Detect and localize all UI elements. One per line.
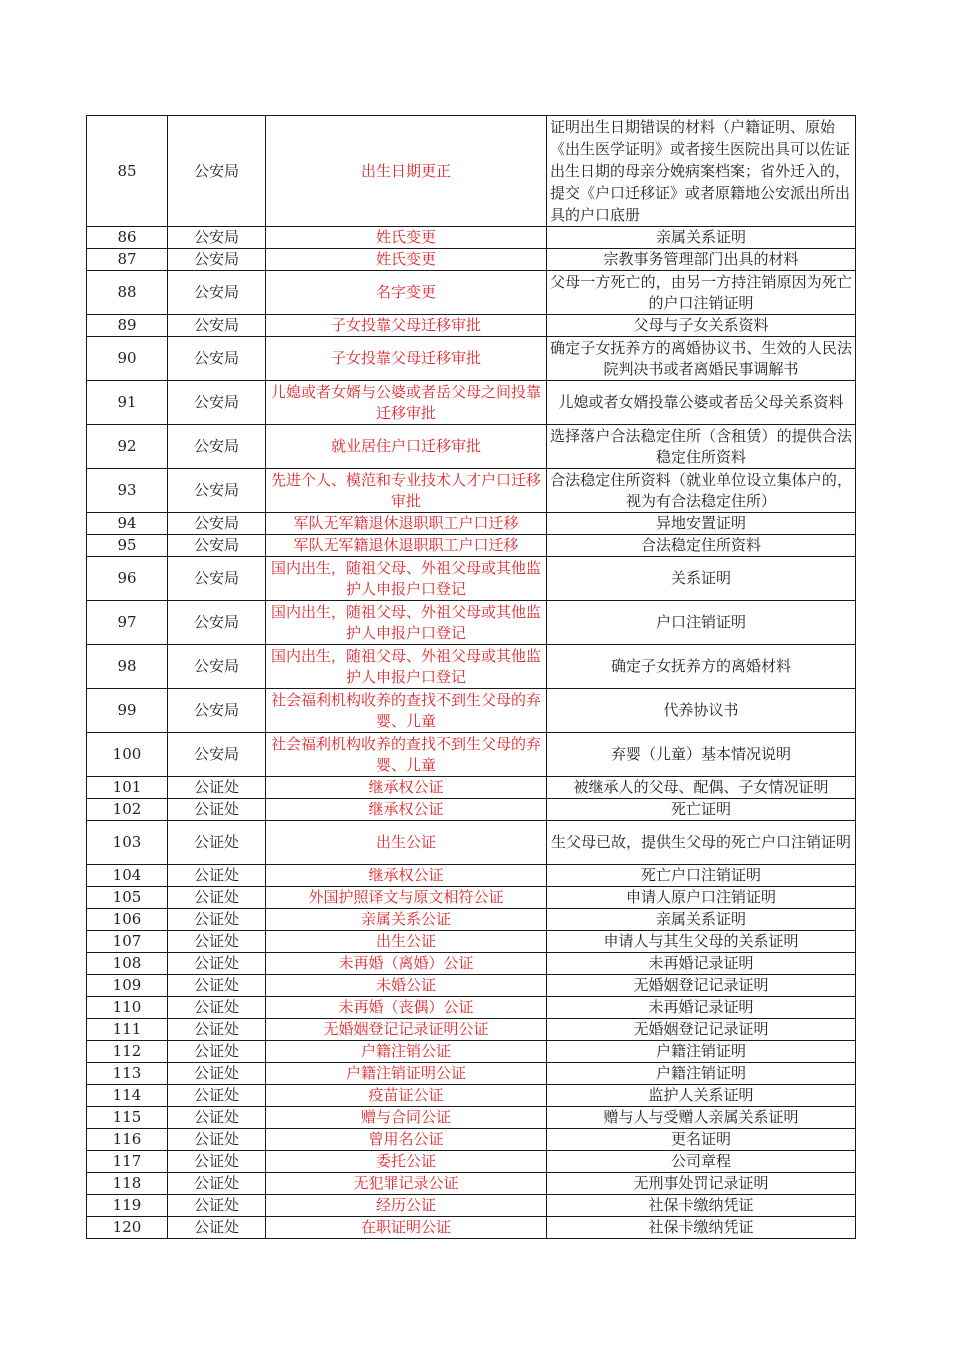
required-material: 户籍注销证明 [547,1041,856,1063]
required-material: 监护人关系证明 [547,1085,856,1107]
row-number: 102 [87,799,168,821]
service-item: 出生公证 [266,821,547,865]
table-row [87,315,856,337]
materials-table [86,115,856,1239]
table-row [87,1217,856,1239]
table-row [87,799,856,821]
table-row [87,689,856,733]
row-number: 89 [87,315,168,337]
service-item: 就业居住户口迁移审批 [266,425,547,469]
service-item: 疫苗证公证 [266,1085,547,1107]
department: 公安局 [168,733,266,777]
table-row [87,931,856,953]
department: 公证处 [168,909,266,931]
row-number: 115 [87,1107,168,1129]
table-row [87,1195,856,1217]
service-item: 出生公证 [266,931,547,953]
service-item: 赠与合同公证 [266,1107,547,1129]
department: 公证处 [168,1019,266,1041]
required-material: 无婚姻登记记录证明 [547,1019,856,1041]
row-number: 111 [87,1019,168,1041]
service-item: 社会福利机构收养的查找不到生父母的弃婴、儿童 [266,689,547,733]
row-number: 97 [87,601,168,645]
service-item: 出生日期更正 [266,116,547,227]
table-row [87,909,856,931]
department: 公安局 [168,315,266,337]
department: 公证处 [168,1217,266,1239]
table-row [87,1151,856,1173]
required-material: 亲属关系证明 [547,909,856,931]
table-row [87,337,856,381]
table-row [87,821,856,865]
service-item: 军队无军籍退休退职职工户口迁移 [266,535,547,557]
department: 公证处 [168,1041,266,1063]
required-material: 公司章程 [547,1151,856,1173]
department: 公安局 [168,249,266,271]
department: 公安局 [168,601,266,645]
row-number: 114 [87,1085,168,1107]
row-number: 98 [87,645,168,689]
required-material: 赠与人与受赠人亲属关系证明 [547,1107,856,1129]
service-item: 无婚姻登记记录证明公证 [266,1019,547,1041]
row-number: 94 [87,513,168,535]
service-item: 亲属关系公证 [266,909,547,931]
department: 公证处 [168,865,266,887]
service-item: 子女投靠父母迁移审批 [266,337,547,381]
service-item: 先进个人、模范和专业技术人才户口迁移审批 [266,469,547,513]
service-item: 名字变更 [266,271,547,315]
required-material: 无刑事处罚记录证明 [547,1173,856,1195]
table-row [87,733,856,777]
table-row [87,865,856,887]
department: 公证处 [168,1107,266,1129]
table-row [87,271,856,315]
materials-table-body [87,116,856,1239]
department: 公安局 [168,116,266,227]
service-item: 委托公证 [266,1151,547,1173]
required-material: 死亡证明 [547,799,856,821]
department: 公安局 [168,425,266,469]
department: 公证处 [168,799,266,821]
department: 公证处 [168,975,266,997]
table-row [87,1107,856,1129]
service-item: 国内出生，随祖父母、外祖父母或其他监护人申报户口登记 [266,557,547,601]
required-material: 无婚姻登记记录证明 [547,975,856,997]
department: 公证处 [168,777,266,799]
required-material: 父母与子女关系资料 [547,315,856,337]
service-item: 继承权公证 [266,777,547,799]
required-material: 亲属关系证明 [547,227,856,249]
row-number: 87 [87,249,168,271]
required-material: 合法稳定住所资料 [547,535,856,557]
row-number: 108 [87,953,168,975]
department: 公证处 [168,953,266,975]
department: 公安局 [168,689,266,733]
row-number: 103 [87,821,168,865]
department: 公安局 [168,469,266,513]
department: 公证处 [168,887,266,909]
required-material: 宗教事务管理部门出具的材料 [547,249,856,271]
table-row [87,557,856,601]
department: 公安局 [168,381,266,425]
table-row [87,645,856,689]
service-item: 户籍注销证明公证 [266,1063,547,1085]
row-number: 96 [87,557,168,601]
required-material: 未再婚记录证明 [547,997,856,1019]
required-material: 社保卡缴纳凭证 [547,1217,856,1239]
row-number: 119 [87,1195,168,1217]
service-item: 继承权公证 [266,799,547,821]
table-row [87,425,856,469]
required-material: 申请人原户口注销证明 [547,887,856,909]
required-material: 确定子女抚养方的离婚材料 [547,645,856,689]
department: 公安局 [168,227,266,249]
service-item: 外国护照译文与原文相符公证 [266,887,547,909]
service-item: 国内出生，随祖父母、外祖父母或其他监护人申报户口登记 [266,645,547,689]
required-material: 合法稳定住所资料（就业单位设立集体户的，视为有合法稳定住所） [547,469,856,513]
department: 公证处 [168,1195,266,1217]
required-material: 死亡户口注销证明 [547,865,856,887]
required-material: 户口注销证明 [547,601,856,645]
required-material: 被继承人的父母、配偶、子女情况证明 [547,777,856,799]
row-number: 101 [87,777,168,799]
row-number: 116 [87,1129,168,1151]
table-row [87,953,856,975]
table-row [87,975,856,997]
table-row [87,1085,856,1107]
required-material: 未再婚记录证明 [547,953,856,975]
row-number: 100 [87,733,168,777]
required-material: 申请人与其生父母的关系证明 [547,931,856,953]
department: 公证处 [168,997,266,1019]
department: 公证处 [168,1063,266,1085]
service-item: 未再婚（丧偶）公证 [266,997,547,1019]
table-row [87,381,856,425]
required-material: 生父母已故，提供生父母的死亡户口注销证明 [547,821,856,865]
department: 公安局 [168,271,266,315]
row-number: 95 [87,535,168,557]
row-number: 92 [87,425,168,469]
row-number: 85 [87,116,168,227]
service-item: 儿媳或者女婿与公婆或者岳父母之间投靠迁移审批 [266,381,547,425]
table-row [87,1041,856,1063]
row-number: 86 [87,227,168,249]
table-row [87,513,856,535]
required-material: 弃婴（儿童）基本情况说明 [547,733,856,777]
service-item: 曾用名公证 [266,1129,547,1151]
required-material: 社保卡缴纳凭证 [547,1195,856,1217]
department: 公安局 [168,557,266,601]
required-material: 确定子女抚养方的离婚协议书、生效的人民法院判决书或者离婚民事调解书 [547,337,856,381]
row-number: 105 [87,887,168,909]
table-row [87,469,856,513]
required-material: 异地安置证明 [547,513,856,535]
department: 公证处 [168,1151,266,1173]
table-row [87,227,856,249]
row-number: 110 [87,997,168,1019]
required-material: 代养协议书 [547,689,856,733]
row-number: 106 [87,909,168,931]
department: 公安局 [168,513,266,535]
department: 公安局 [168,337,266,381]
row-number: 118 [87,1173,168,1195]
row-number: 90 [87,337,168,381]
row-number: 112 [87,1041,168,1063]
service-item: 姓氏变更 [266,227,547,249]
table-row [87,1019,856,1041]
required-material: 儿媳或者女婿投靠公婆或者岳父母关系资料 [547,381,856,425]
department: 公证处 [168,821,266,865]
row-number: 117 [87,1151,168,1173]
row-number: 120 [87,1217,168,1239]
service-item: 军队无军籍退休退职职工户口迁移 [266,513,547,535]
service-item: 国内出生，随祖父母、外祖父母或其他监护人申报户口登记 [266,601,547,645]
service-item: 未婚公证 [266,975,547,997]
department: 公证处 [168,1085,266,1107]
row-number: 88 [87,271,168,315]
table-row [87,249,856,271]
row-number: 113 [87,1063,168,1085]
department: 公证处 [168,1173,266,1195]
table-row [87,535,856,557]
service-item: 继承权公证 [266,865,547,887]
required-material: 更名证明 [547,1129,856,1151]
row-number: 99 [87,689,168,733]
required-material: 关系证明 [547,557,856,601]
service-item: 经历公证 [266,1195,547,1217]
service-item: 户籍注销公证 [266,1041,547,1063]
required-material: 户籍注销证明 [547,1063,856,1085]
department: 公安局 [168,535,266,557]
service-item: 姓氏变更 [266,249,547,271]
required-material: 父母一方死亡的，由另一方持注销原因为死亡的户口注销证明 [547,271,856,315]
row-number: 107 [87,931,168,953]
table-row [87,887,856,909]
service-item: 社会福利机构收养的查找不到生父母的弃婴、儿童 [266,733,547,777]
row-number: 91 [87,381,168,425]
table-row [87,601,856,645]
row-number: 109 [87,975,168,997]
department: 公证处 [168,931,266,953]
row-number: 93 [87,469,168,513]
service-item: 子女投靠父母迁移审批 [266,315,547,337]
table-row [87,1063,856,1085]
service-item: 在职证明公证 [266,1217,547,1239]
service-item: 未再婚（离婚）公证 [266,953,547,975]
required-material: 选择落户合法稳定住所（含租赁）的提供合法稳定住所资料 [547,425,856,469]
table-row [87,116,856,227]
department: 公安局 [168,645,266,689]
table-row [87,997,856,1019]
required-material: 证明出生日期错误的材料（户籍证明、原始《出生医学证明》或者接生医院出具可以佐证出生日期的母亲分娩病案档案；省外迁入的，提交《户口迁移证》或者原籍地公安派出所出具的户口底册 [547,116,856,227]
service-item: 无犯罪记录公证 [266,1173,547,1195]
table-row [87,1173,856,1195]
table-row [87,777,856,799]
row-number: 104 [87,865,168,887]
table-row [87,1129,856,1151]
department: 公证处 [168,1129,266,1151]
